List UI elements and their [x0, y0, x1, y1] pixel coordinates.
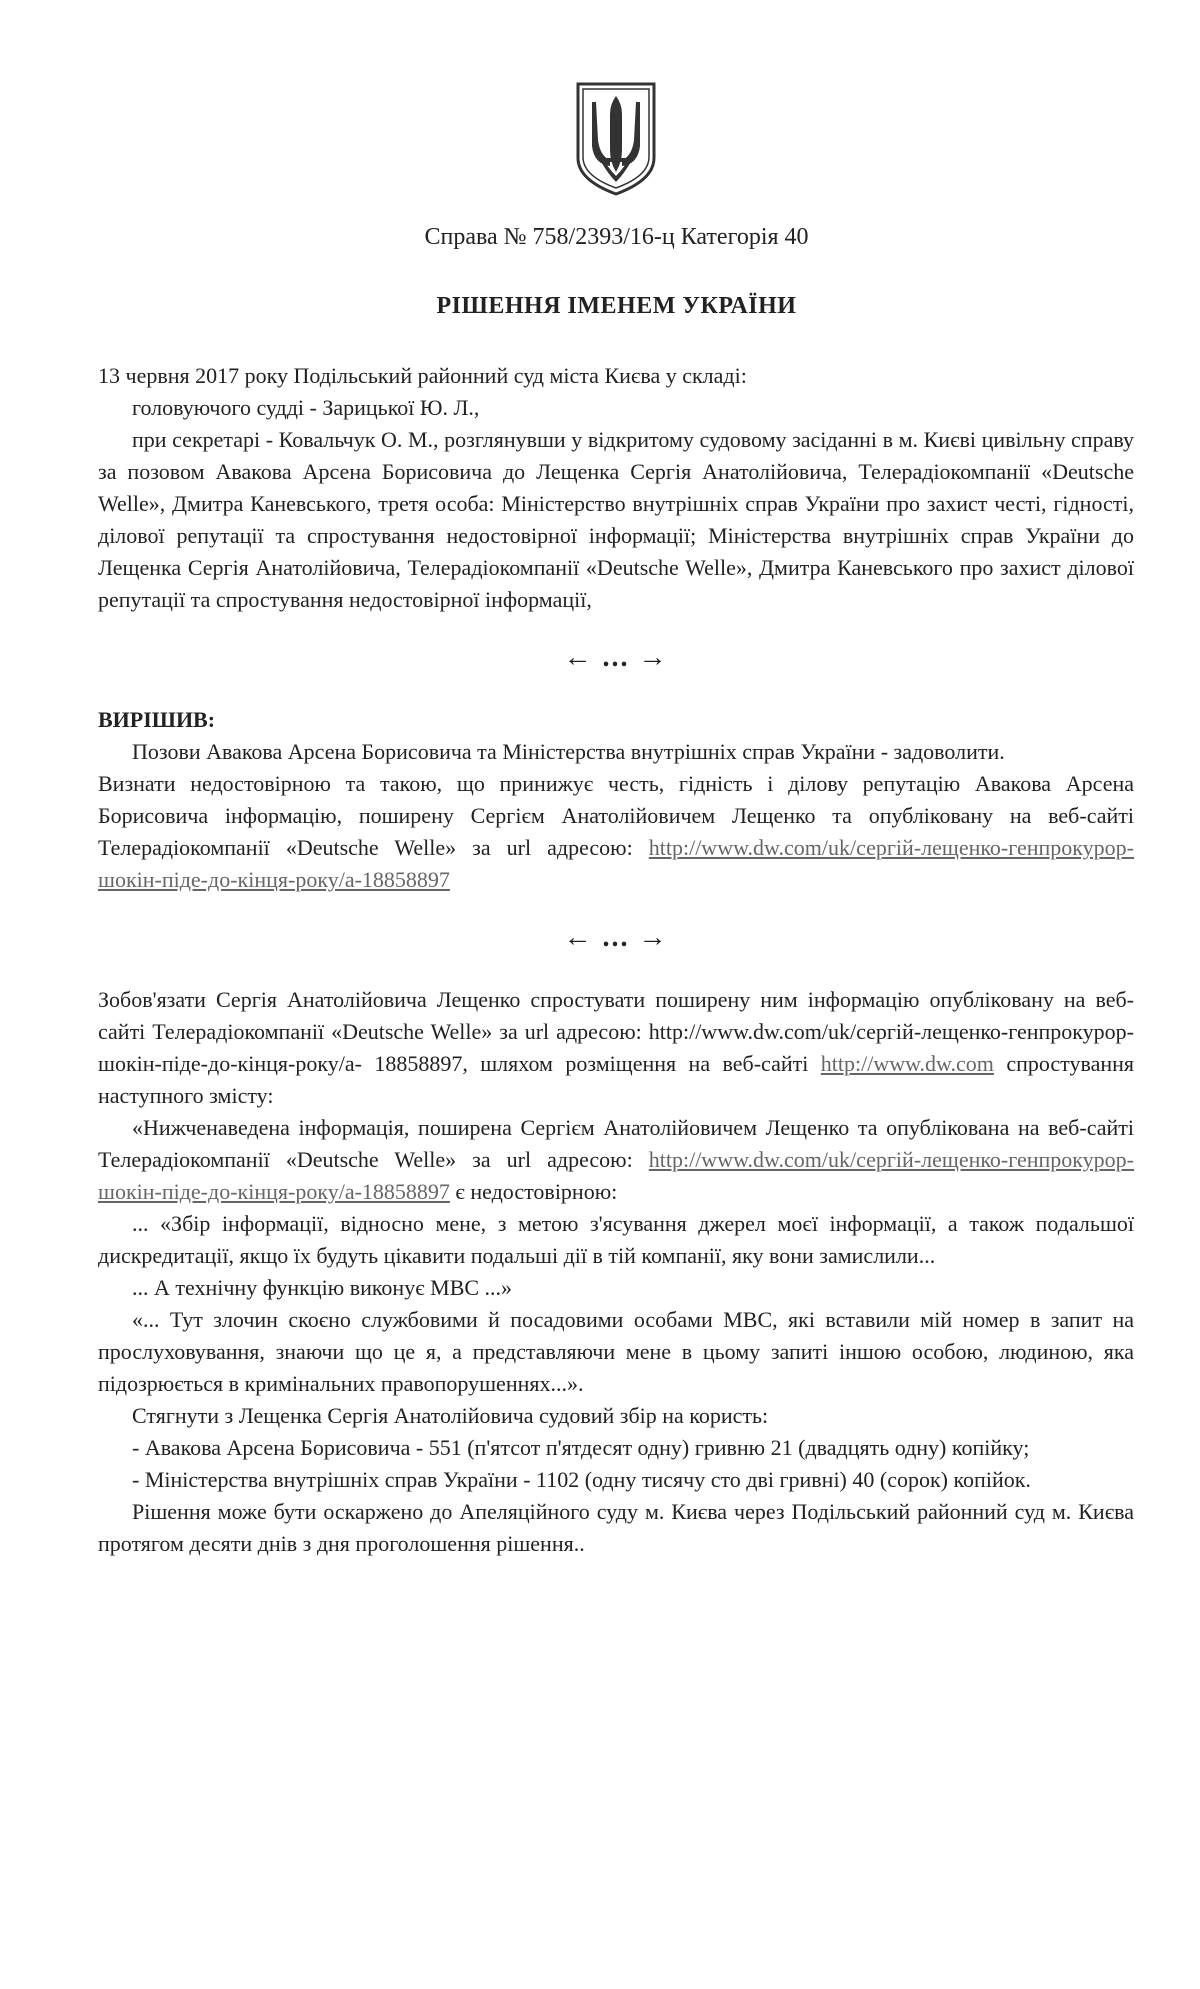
quote-article-link[interactable]: http://www.dw.com/uk/сергій-лещенко-генпрокурор-шокін-піде-до-кінця-року/а-18858897 [98, 1147, 1135, 1204]
omission-separator: ← ... → [563, 642, 669, 673]
court-fee-avakov: - Авакова Арсена Борисовича - 551 (п'ятсот п'ятдесят одну) гривню 21 (двадцять одну) копійку; [132, 1435, 1030, 1460]
court-fee-ministry: - Міністерства внутрішніх справ України - 1102 (одну тисячу сто дві гривні) 40 (сорок) копійок. [132, 1467, 1031, 1492]
decision-recognize-text: Визнати недостовірною та такою, що принижує честь, гідність і ділову репутацію Авакова Арсена Борисовича інформацію, поширену Сергієм Анатолійовичем Лещенко та опубліковану на веб-сайті Телерадіокомпанії «Deutsche Welle» за url адресою: [98, 771, 1134, 860]
page-title: РІШЕННЯ ІМЕНЕМ УКРАЇНИ [436, 293, 797, 319]
case-number: Справа № 758/2393/16-ц Категорія 40 [424, 224, 809, 250]
intro-date-paragraph: 13 червня 2017 року Подільський районний суд міста Києва у складі: [98, 363, 747, 388]
quote-information-paragraph: ... «Збір інформації, відносно мене, з метою з'ясування джерел моєї інформації, а також подальшої дискредитації, якщо їх будуть цікавити подальші дії в тій компанії, яку вони замислили... [98, 1211, 1134, 1268]
article-link[interactable]: http://www.dw.com/uk/сергій-лещенко-генпрокурор-шокін-піде-до-кінця-року/а-18858897 [98, 835, 1135, 892]
obligation-end-text: спростування наступного змісту: [98, 1051, 1135, 1108]
obligation-url-text: http://www.dw.com/uk/сергій-лещенко-генпрокурор-шокін-піде-до-кінця-року/а- [98, 1019, 1135, 1076]
ukraine-trident-emblem [574, 80, 658, 198]
decision-recognize-paragraph [98, 768, 1134, 896]
dw-site-link[interactable]: http://www.dw.com [820, 1051, 994, 1076]
decision-heading: ВИРІШИВ: [98, 707, 216, 732]
decision-claims-paragraph: Позови Авакова Арсена Борисовича та Міністерства внутрішніх справ України - задоволити. [132, 739, 1005, 764]
obligation-number-text: 18858897, шляхом розміщення на веб-сайті [374, 1051, 809, 1076]
court-fee-paragraph: Стягнути з Лещенка Сергія Анатолійовича судовий збір на користь: [132, 1403, 769, 1428]
intro-case-paragraph: при секретарі - Ковальчук О. М., розглянувши у відкритому судовому засіданні в м. Києві цивільну справу за позовом Авакова Арсена Борисовича до Лещенка Сергія Анатолійовича, Телерадіокомпанії «Deutsche Welle», Дмитра Каневського, третя особа: Міністерство внутрішніх справ України про захист честі, гідності, ділової репутації та спростування недостовірної інформації; Міністерства внутрішніх справ України до Лещенка Сергія Анатолійовича, Телерадіокомпанії «Deutsche Welle», Дмитра Каневського про захист ділової репутації та спростування недостовірної інформації, [98, 427, 1134, 612]
refutation-quote-end: є недостовірною: [455, 1179, 618, 1204]
obligation-text: Зобов'язати Сергія Анатолійовича Лещенко спростувати поширену ним інформацію опубліковану на веб-сайті Телерадіокомпанії «Deutsche Welle» за url адресою: [98, 987, 1134, 1044]
omission-separator: ← ... → [563, 922, 669, 953]
obligation-paragraph [98, 984, 1134, 1112]
refutation-quote-text: «Нижченаведена інформація, поширена Сергієм Анатолійовичем Лещенко та опублікована на веб-сайті Телерадіокомпанії «Deutsche Welle» за url адресою: [98, 1115, 1134, 1172]
quote-technical-paragraph: ... А технічну функцію виконує МВС ...» [132, 1275, 513, 1300]
quote-crime-paragraph: «... Тут злочин скоєно службовими й посадовими особами МВС, які вставили мій номер в запит на прослуховування, знаючи що це я, а представляючи мене в цьому запиті іншою особою, людиною, яка підозрюється в кримінальних правопорушеннях...». [98, 1307, 1134, 1396]
document-body [98, 360, 1134, 1560]
appeal-paragraph: Рішення може бути оскаржено до Апеляційного суду м. Києва через Подільський районний суд м. Києва протягом десяти днів з дня проголошення рішення.. [98, 1499, 1134, 1556]
refutation-quote-paragraph [98, 1112, 1134, 1208]
intro-judge-paragraph: головуючого судді - Зарицької Ю. Л., [132, 395, 480, 420]
